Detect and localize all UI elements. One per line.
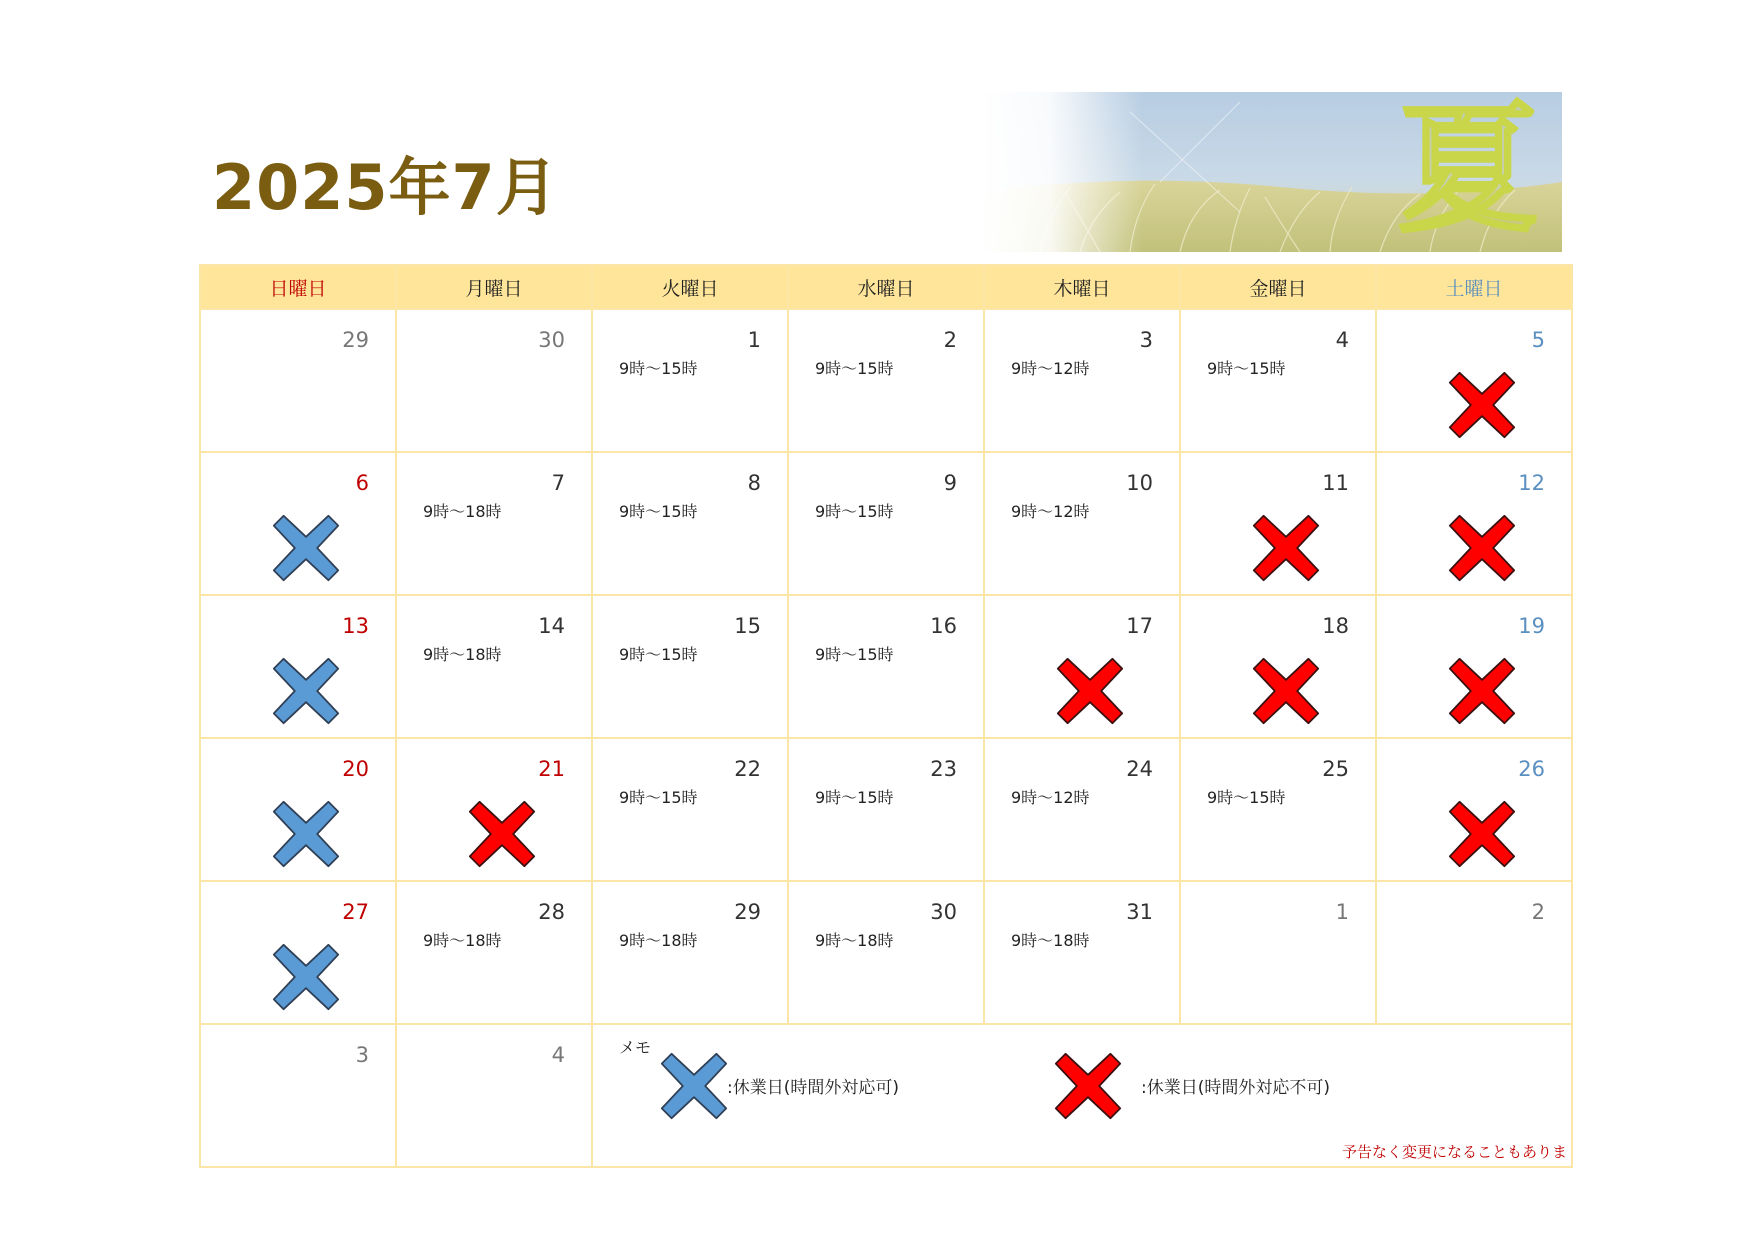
day-cell <box>1180 595 1376 738</box>
business-hours: 9時～15時 <box>619 359 698 378</box>
day-cell <box>984 309 1180 452</box>
blue-x-mark-icon <box>271 799 341 869</box>
day-number: 3 <box>1139 328 1153 352</box>
day-number: 27 <box>342 900 369 924</box>
day-number: 30 <box>538 328 565 352</box>
business-hours: 9時～12時 <box>1011 502 1090 521</box>
weekday-header-6: 土曜日 <box>1376 265 1572 309</box>
weekday-header-2: 火曜日 <box>592 265 788 309</box>
day-number: 29 <box>734 900 761 924</box>
closed-no-service-mark <box>1251 513 1321 583</box>
day-number: 14 <box>538 614 565 638</box>
day-number: 22 <box>734 757 761 781</box>
day-cell <box>788 309 984 452</box>
closed-after-hours-ok-mark <box>271 799 341 869</box>
day-cell <box>788 738 984 881</box>
day-number: 6 <box>355 471 369 495</box>
red-x-mark-icon <box>1251 656 1321 726</box>
day-cell <box>200 881 396 1024</box>
day-number: 26 <box>1518 757 1545 781</box>
day-cell <box>1180 881 1376 1024</box>
closed-no-service-mark <box>1055 656 1125 726</box>
day-number: 7 <box>551 471 565 495</box>
red-x-mark-icon <box>1447 370 1517 440</box>
change-notice: 予告なく変更になることもありま <box>1341 1143 1567 1161</box>
day-cell <box>592 881 788 1024</box>
day-number: 31 <box>1126 900 1153 924</box>
red-x-mark-icon <box>1447 799 1517 869</box>
weekday-header-0: 日曜日 <box>200 265 396 309</box>
day-number: 25 <box>1322 757 1349 781</box>
business-hours: 9時～15時 <box>619 788 698 807</box>
business-hours: 9時～15時 <box>1207 359 1286 378</box>
calendar-week-row <box>200 595 1572 738</box>
business-hours: 9時～15時 <box>815 645 894 664</box>
day-number: 29 <box>342 328 369 352</box>
closed-no-service-mark <box>1053 1051 1123 1121</box>
red-x-mark-icon <box>1251 513 1321 583</box>
closed-after-hours-ok-mark <box>271 656 341 726</box>
day-number: 28 <box>538 900 565 924</box>
day-number: 11 <box>1322 471 1349 495</box>
day-number: 21 <box>538 757 565 781</box>
day-cell <box>592 595 788 738</box>
blue-x-mark-icon <box>271 942 341 1012</box>
weekday-header-5: 金曜日 <box>1180 265 1376 309</box>
calendar-week-row <box>200 1024 1572 1167</box>
business-hours: 9時～15時 <box>815 502 894 521</box>
business-hours: 9時～18時 <box>423 931 502 950</box>
day-number: 20 <box>342 757 369 781</box>
day-cell <box>984 595 1180 738</box>
day-cell <box>200 1024 396 1167</box>
calendar-grid <box>199 264 1573 1168</box>
red-x-mark-icon <box>467 799 537 869</box>
closed-no-service-mark <box>1447 513 1517 583</box>
day-cell <box>592 309 788 452</box>
day-cell <box>592 452 788 595</box>
day-number: 24 <box>1126 757 1153 781</box>
day-number: 23 <box>930 757 957 781</box>
day-cell <box>396 595 592 738</box>
day-number: 2 <box>1531 900 1545 924</box>
day-cell <box>1376 881 1572 1024</box>
business-hours: 9時～18時 <box>619 931 698 950</box>
calendar-week-row <box>200 738 1572 881</box>
day-cell <box>1376 452 1572 595</box>
calendar-week-row <box>200 452 1572 595</box>
day-number: 13 <box>342 614 369 638</box>
day-number: 18 <box>1322 614 1349 638</box>
day-number: 30 <box>930 900 957 924</box>
day-number: 19 <box>1518 614 1545 638</box>
day-number: 15 <box>734 614 761 638</box>
day-cell <box>396 738 592 881</box>
blue-x-mark-icon <box>659 1051 729 1121</box>
business-hours: 9時～18時 <box>815 931 894 950</box>
day-cell <box>788 595 984 738</box>
closed-after-hours-ok-mark <box>271 942 341 1012</box>
calendar-week-row <box>200 881 1572 1024</box>
day-number: 8 <box>747 471 761 495</box>
closed-after-hours-ok-mark <box>659 1051 729 1121</box>
day-number: 5 <box>1531 328 1545 352</box>
business-hours: 9時～18時 <box>1011 931 1090 950</box>
business-hours: 9時～15時 <box>815 359 894 378</box>
day-cell <box>984 738 1180 881</box>
day-cell <box>592 738 788 881</box>
day-number: 1 <box>1335 900 1349 924</box>
weekday-header-1: 月曜日 <box>396 265 592 309</box>
day-cell <box>1376 309 1572 452</box>
day-cell <box>984 881 1180 1024</box>
day-number: 9 <box>943 471 957 495</box>
calendar-week-row <box>200 309 1572 452</box>
memo-cell <box>592 1024 1572 1167</box>
day-cell <box>788 881 984 1024</box>
day-cell <box>200 309 396 452</box>
business-hours: 9時～18時 <box>423 645 502 664</box>
red-x-mark-icon <box>1055 656 1125 726</box>
day-cell <box>1180 309 1376 452</box>
business-hours: 9時～15時 <box>619 502 698 521</box>
business-hours: 9時～15時 <box>619 645 698 664</box>
legend-blue-text: :休業日(時間外対応可) <box>727 1078 899 1098</box>
weekday-header-4: 木曜日 <box>984 265 1180 309</box>
day-cell <box>984 452 1180 595</box>
day-number: 3 <box>355 1043 369 1067</box>
business-hours: 9時～15時 <box>815 788 894 807</box>
legend-red-text: :休業日(時間外対応不可) <box>1141 1078 1330 1098</box>
closed-no-service-mark <box>1251 656 1321 726</box>
business-hours: 9時～18時 <box>423 502 502 521</box>
closed-after-hours-ok-mark <box>271 513 341 583</box>
day-number: 10 <box>1126 471 1153 495</box>
day-number: 16 <box>930 614 957 638</box>
red-x-mark-icon <box>1447 513 1517 583</box>
closed-no-service-mark <box>1447 370 1517 440</box>
season-kanji: 夏 <box>1397 92 1538 252</box>
closed-no-service-mark <box>1447 656 1517 726</box>
business-hours: 9時～15時 <box>1207 788 1286 807</box>
day-number: 12 <box>1518 471 1545 495</box>
closed-no-service-mark <box>467 799 537 869</box>
blue-x-mark-icon <box>271 656 341 726</box>
day-number: 1 <box>747 328 761 352</box>
day-cell <box>200 738 396 881</box>
business-hours: 9時～12時 <box>1011 788 1090 807</box>
business-hours: 9時～12時 <box>1011 359 1090 378</box>
day-number: 17 <box>1126 614 1153 638</box>
day-cell <box>1376 595 1572 738</box>
day-cell <box>1376 738 1572 881</box>
calendar-title: 2025年7月 <box>212 151 559 224</box>
day-cell <box>200 452 396 595</box>
day-cell <box>788 452 984 595</box>
day-cell <box>200 595 396 738</box>
summer-banner-image <box>980 92 1562 252</box>
memo-label: メモ <box>619 1038 652 1057</box>
day-cell <box>396 1024 592 1167</box>
day-cell <box>396 881 592 1024</box>
day-cell <box>396 452 592 595</box>
day-cell <box>1180 738 1376 881</box>
day-cell <box>1180 452 1376 595</box>
closed-no-service-mark <box>1447 799 1517 869</box>
red-x-mark-icon <box>1447 656 1517 726</box>
day-number: 4 <box>551 1043 565 1067</box>
red-x-mark-icon <box>1053 1051 1123 1121</box>
blue-x-mark-icon <box>271 513 341 583</box>
day-number: 4 <box>1335 328 1349 352</box>
weekday-header-3: 水曜日 <box>788 265 984 309</box>
weekday-header-row <box>200 265 1572 309</box>
day-cell <box>396 309 592 452</box>
day-number: 2 <box>943 328 957 352</box>
